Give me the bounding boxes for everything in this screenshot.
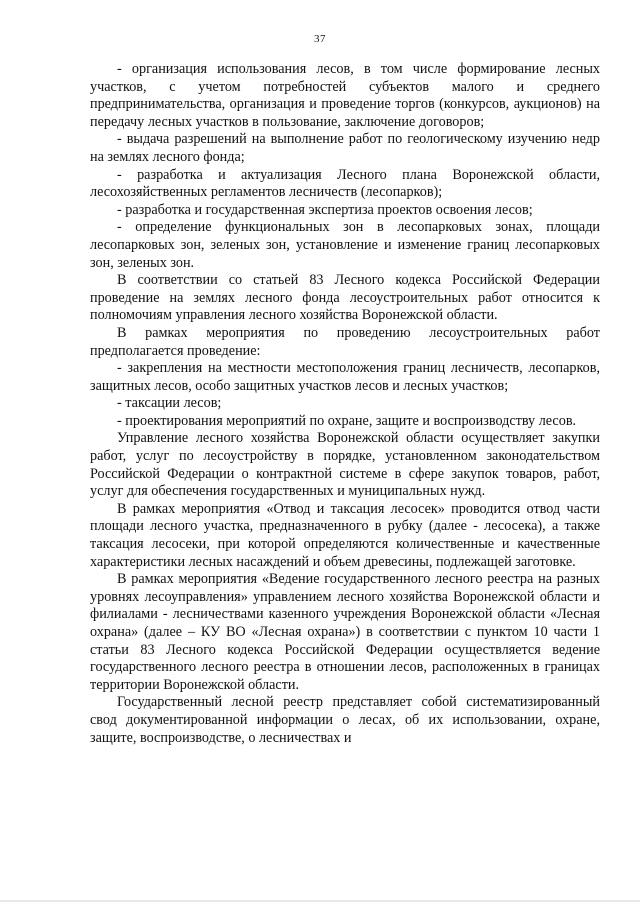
paragraph-6: В соответствии со статьей 83 Лесного кодекса Российской Федерации проведение на землях лесного фонда лесоустроительных работ относится к полномочиям управления лесного хозяйства Воронежской области. xyxy=(90,272,600,324)
paragraph-3: - разработка и актуализация Лесного плана Воронежской области, лесохозяйственных регламентов лесничеств (лесопарков); xyxy=(90,166,600,201)
paragraph-5: - определение функциональных зон в лесопарковых зонах, площади лесопарковых зон, зеленых зон, установление и изменение границ лесопарковых зон, зеленых зон. xyxy=(90,219,600,271)
paragraph-14: Государственный лесной реестр представляет собой систематизированный свод документированной информации о лесах, об их использовании, охране, защите, воспроизводстве, о лесничествах и xyxy=(90,694,600,746)
paragraph-9: - таксации лесов; xyxy=(117,395,222,412)
paragraph-10: - проектирования мероприятий по охране, защите и воспроизводству лесов. xyxy=(117,412,577,429)
paragraph-1: - организация использования лесов, в том числе формирование лесных участков, с учетом потребностей субъектов малого и среднего предпринимательства, организация и проведение торгов (конкурсов, аукционов) на передачу лесных участков в пользование, заключение договоров; xyxy=(90,61,600,130)
paragraph-4: - разработка и государственная экспертиза проектов освоения лесов; xyxy=(117,201,533,218)
document-body xyxy=(90,61,600,747)
paragraph-13: В рамках мероприятия «Ведение государственного лесного реестра на разных уровнях лесоуправления» управлением лесного хозяйства Воронежской области и филиалами - лесничествами казенного учреждения Воронежской области «Лесная охрана» (далее – КУ ВО «Лесная охрана») в соответствии с пунктом 10 части 1 статьи 83 Лесного кодекса Российской Федерации осуществляется ведение государственного лесного реестра в отношении лесов, расположенных в границах территории Воронежской области. xyxy=(90,571,600,693)
paragraph-7: В рамках мероприятия по проведению лесоустроительных работ предполагается проведение: xyxy=(90,324,600,359)
paragraph-2: - выдача разрешений на выполнение работ по геологическому изучению недр на землях лесного фонда; xyxy=(90,131,600,165)
page-number: 37 xyxy=(314,33,326,45)
paragraph-11: Управление лесного хозяйства Воронежской области осуществляет закупки работ, услуг по лесоустройству в порядке, установленном законодательством Российской Федерации о контрактной системе в сфере закупок товаров, работ, услуг для обеспечения государственных и муниципальных нужд. xyxy=(90,430,600,500)
paragraph-12: В рамках мероприятия «Отвод и таксация лесосек» проводится отвод части площади лесного участка, предназначенного в рубку (далее - лесосека), а также таксация лесосеки, при которой определяются количественные и качественные характеристики лесных насаждений и объем древесины, подлежащей заготовке. xyxy=(90,500,600,570)
paragraph-8: - закрепления на местности местоположения границ лесничеств, лесопарков, защитных лесов, особо защитных участков лесов и лесных участков; xyxy=(90,360,600,394)
